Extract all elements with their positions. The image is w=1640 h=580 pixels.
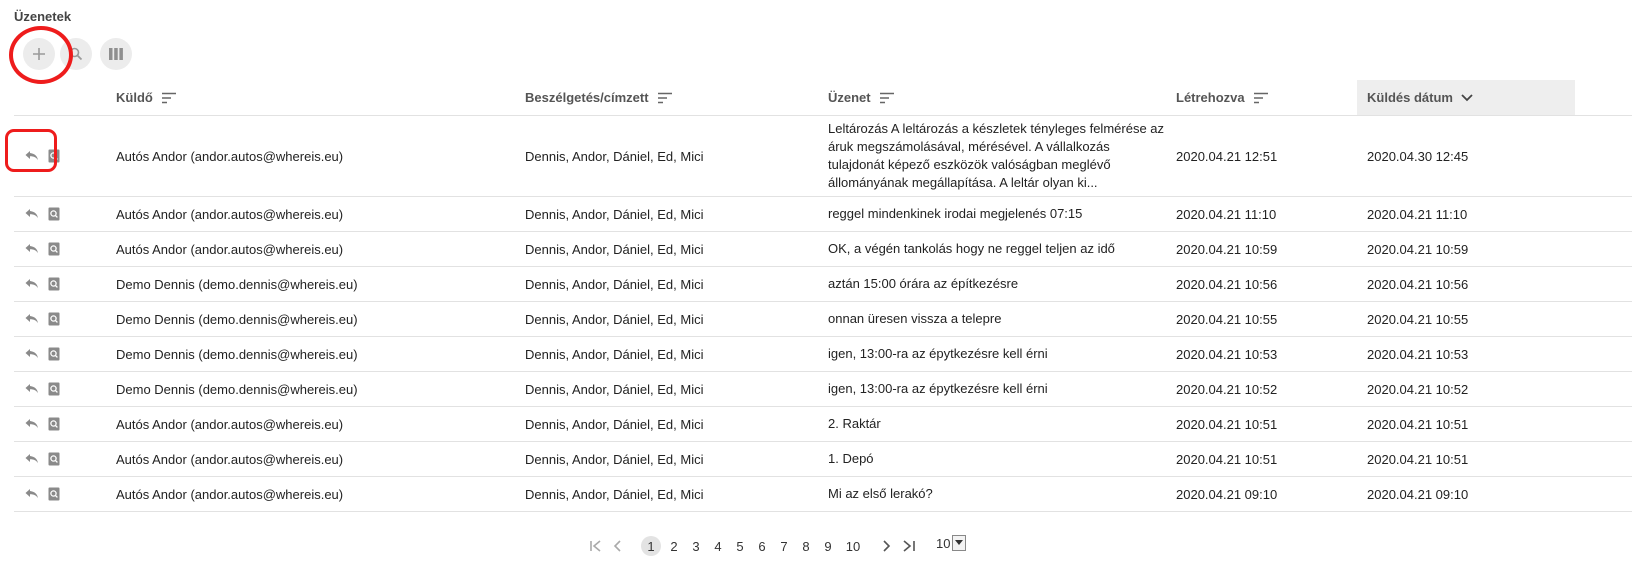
table-row[interactable]	[14, 302, 1632, 337]
plus-icon	[32, 47, 46, 61]
cell-created-text: 2020.04.21 10:53	[1176, 346, 1278, 362]
cell-sender	[116, 197, 516, 231]
sort-icon[interactable]	[879, 92, 895, 104]
cell-sent-text: 2020.04.21 10:51	[1367, 416, 1469, 432]
cell-message-text: igen, 13:00-ra az épytkezésre kell érni	[828, 381, 1048, 396]
cell-recipient-text: Dennis, Andor, Dániel, Ed, Mici	[525, 416, 704, 432]
page-button[interactable]: 9	[824, 538, 832, 554]
cell-message-text: OK, a végén tankolás hogy ne reggel teljen az idő	[828, 241, 1115, 256]
cell-created-text: 2020.04.21 12:51	[1176, 148, 1278, 164]
table-row[interactable]	[14, 442, 1632, 477]
cell-recipient-text: Dennis, Andor, Dániel, Ed, Mici	[525, 486, 704, 502]
cell-recipient-text: Dennis, Andor, Dániel, Ed, Mici	[525, 451, 704, 467]
cell-recipient-text: Dennis, Andor, Dániel, Ed, Mici	[525, 148, 704, 164]
cell-created	[1176, 267, 1356, 301]
cell-sender	[116, 477, 516, 511]
cell-recipient	[525, 267, 821, 301]
cell-sender-text: Autós Andor (andor.autos@whereis.eu)	[116, 241, 344, 257]
cell-recipient-text: Dennis, Andor, Dániel, Ed, Mici	[525, 206, 704, 222]
table-row[interactable]	[14, 116, 1632, 197]
page-button[interactable]: 7	[780, 538, 788, 554]
cell-recipient	[525, 116, 821, 196]
reply-icon[interactable]	[21, 448, 43, 470]
page-button[interactable]: 6	[758, 538, 766, 554]
reply-icon[interactable]	[21, 343, 43, 365]
cell-sent-text: 2020.04.21 10:53	[1367, 346, 1469, 362]
cell-sender	[116, 407, 516, 441]
add-button[interactable]	[23, 38, 55, 70]
reply-icon[interactable]	[21, 203, 43, 225]
cell-recipient	[525, 302, 821, 336]
cell-message-text: aztán 15:00 órára az építkezésre	[828, 276, 1019, 291]
columns-button[interactable]	[100, 38, 132, 70]
cell-recipient-text: Dennis, Andor, Dániel, Ed, Mici	[525, 241, 704, 257]
view-details-icon[interactable]	[43, 378, 65, 400]
cell-recipient	[525, 337, 821, 371]
cell-created	[1176, 116, 1356, 196]
cell-sender-text: Autós Andor (andor.autos@whereis.eu)	[116, 416, 344, 432]
cell-created	[1176, 407, 1356, 441]
cell-sent	[1367, 116, 1555, 196]
cell-created	[1176, 477, 1356, 511]
view-details-icon[interactable]	[43, 413, 65, 435]
cell-message	[828, 232, 1168, 266]
cell-sent	[1367, 372, 1555, 406]
row-actions	[21, 116, 65, 196]
cell-sent-text: 2020.04.21 10:52	[1367, 381, 1469, 397]
view-details-icon[interactable]	[43, 203, 65, 225]
cell-sent-text: 2020.04.21 10:56	[1367, 276, 1469, 292]
column-header-message[interactable]	[828, 80, 1168, 115]
table-header	[14, 80, 1632, 116]
cell-message-text: 2. Raktár	[828, 416, 881, 431]
cell-message	[828, 302, 1168, 336]
page-button[interactable]: 5	[736, 538, 744, 554]
cell-sender-text: Autós Andor (andor.autos@whereis.eu)	[116, 486, 344, 502]
cell-created-text: 2020.04.21 10:52	[1176, 381, 1278, 397]
cell-recipient-text: Dennis, Andor, Dániel, Ed, Mici	[525, 276, 704, 292]
sort-descending-icon[interactable]	[1461, 94, 1473, 102]
dropdown-arrow-icon	[952, 535, 966, 551]
cell-sender	[116, 337, 516, 371]
reply-icon[interactable]	[21, 273, 43, 295]
view-details-icon[interactable]	[43, 448, 65, 470]
cell-sender-text: Demo Dennis (demo.dennis@whereis.eu)	[116, 311, 358, 327]
table-row[interactable]	[14, 372, 1632, 407]
table-row[interactable]	[14, 197, 1632, 232]
cell-sender-text: Demo Dennis (demo.dennis@whereis.eu)	[116, 346, 358, 362]
next-page-icon[interactable]	[882, 531, 892, 561]
cell-sent	[1367, 232, 1555, 266]
cell-sent	[1367, 442, 1555, 476]
column-header-label: Üzenet	[828, 90, 871, 105]
row-actions	[21, 232, 65, 266]
cell-sender-text: Autós Andor (andor.autos@whereis.eu)	[116, 206, 344, 222]
cell-message	[828, 197, 1168, 231]
cell-created-text: 2020.04.21 10:59	[1176, 241, 1278, 257]
reply-icon[interactable]	[21, 413, 43, 435]
cell-sent	[1367, 407, 1555, 441]
cell-sender-text: Autós Andor (andor.autos@whereis.eu)	[116, 451, 344, 467]
page-size-value: 10	[936, 535, 951, 551]
cell-recipient	[525, 442, 821, 476]
cell-sent	[1367, 337, 1555, 371]
cell-sent	[1367, 477, 1555, 511]
cell-created	[1176, 442, 1356, 476]
view-details-icon[interactable]	[43, 483, 65, 505]
cell-message	[828, 442, 1168, 476]
column-header-label: Létrehozva	[1176, 90, 1245, 105]
table-row[interactable]	[14, 477, 1632, 512]
cell-created-text: 2020.04.21 10:56	[1176, 276, 1278, 292]
cell-message	[828, 407, 1168, 441]
cell-sender	[116, 442, 516, 476]
view-details-icon[interactable]	[43, 343, 65, 365]
cell-sent-text: 2020.04.21 10:51	[1367, 451, 1469, 467]
table-row[interactable]	[14, 337, 1632, 372]
cell-recipient	[525, 477, 821, 511]
reply-icon[interactable]	[21, 483, 43, 505]
cell-created-text: 2020.04.21 10:55	[1176, 311, 1278, 327]
first-page-icon[interactable]	[589, 531, 603, 561]
table-row[interactable]	[14, 267, 1632, 302]
cell-created-text: 2020.04.21 10:51	[1176, 451, 1278, 467]
cell-recipient	[525, 372, 821, 406]
cell-message	[828, 337, 1168, 371]
cell-created-text: 2020.04.21 09:10	[1176, 486, 1278, 502]
cell-sent	[1367, 267, 1555, 301]
reply-icon[interactable]	[21, 378, 43, 400]
sort-icon[interactable]	[657, 92, 673, 104]
cell-recipient	[525, 197, 821, 231]
page-button[interactable]: 8	[802, 538, 810, 554]
cell-message-text: Leltározás A leltározás a készletek tényleges felmérése az áruk megszámolásával, mérésével. A vállalkozás tulajdonát képező eszközök valóságban meglévő állományának megállapítása. A leltár olyan ki...	[828, 121, 1165, 190]
column-header-label: Beszélgetés/címzett	[525, 90, 649, 105]
last-page-icon[interactable]	[902, 531, 916, 561]
cell-sender-text: Autós Andor (andor.autos@whereis.eu)	[116, 148, 344, 164]
row-actions	[21, 477, 65, 511]
sort-icon[interactable]	[1253, 92, 1269, 104]
cell-created	[1176, 232, 1356, 266]
cell-sender	[116, 267, 516, 301]
toolbar	[10, 28, 160, 86]
cell-message-text: reggel mindenkinek irodai megjelenés 07:15	[828, 206, 1083, 221]
page-button[interactable]: 10	[845, 538, 861, 554]
reply-icon[interactable]	[21, 308, 43, 330]
column-header-recipient[interactable]	[525, 80, 821, 115]
cell-sent-text: 2020.04.21 10:55	[1367, 311, 1469, 327]
cell-recipient	[525, 232, 821, 266]
row-actions	[21, 267, 65, 301]
page-title: Üzenetek	[14, 9, 72, 24]
search-icon	[69, 47, 83, 61]
cell-sent-text: 2020.04.21 10:59	[1367, 241, 1469, 257]
view-details-icon[interactable]	[43, 145, 65, 167]
row-actions	[21, 407, 65, 441]
cell-sender	[116, 116, 516, 196]
cell-created	[1176, 372, 1356, 406]
cell-recipient	[525, 407, 821, 441]
cell-message	[828, 116, 1168, 196]
sort-icon[interactable]	[161, 92, 177, 104]
table-row[interactable]	[14, 407, 1632, 442]
cell-recipient-text: Dennis, Andor, Dániel, Ed, Mici	[525, 381, 704, 397]
column-header-created[interactable]	[1176, 80, 1356, 115]
column-header-sent[interactable]	[1357, 80, 1575, 115]
page-button[interactable]: 4	[714, 538, 722, 554]
cell-sent-text: 2020.04.21 09:10	[1367, 486, 1469, 502]
cell-sender	[116, 232, 516, 266]
page-size-select[interactable]	[936, 535, 966, 551]
cell-message	[828, 267, 1168, 301]
columns-icon	[109, 48, 123, 60]
cell-created-text: 2020.04.21 10:51	[1176, 416, 1278, 432]
cell-sender-text: Demo Dennis (demo.dennis@whereis.eu)	[116, 276, 358, 292]
prev-page-icon[interactable]	[612, 531, 622, 561]
messages-table	[14, 80, 1632, 512]
cell-created	[1176, 302, 1356, 336]
page-button[interactable]: 2	[670, 538, 678, 554]
view-details-icon[interactable]	[43, 273, 65, 295]
view-details-icon[interactable]	[43, 238, 65, 260]
cell-sent	[1367, 197, 1555, 231]
view-details-icon[interactable]	[43, 308, 65, 330]
cell-created	[1176, 337, 1356, 371]
page-button[interactable]: 3	[692, 538, 700, 554]
cell-sender	[116, 372, 516, 406]
cell-sender	[116, 302, 516, 336]
cell-message	[828, 477, 1168, 511]
reply-icon[interactable]	[21, 145, 43, 167]
row-actions	[21, 337, 65, 371]
cell-message	[828, 372, 1168, 406]
column-header-label: Küldő	[116, 90, 153, 105]
cell-message-text: igen, 13:00-ra az épytkezésre kell érni	[828, 346, 1048, 361]
pagination	[0, 531, 1640, 561]
cell-created-text: 2020.04.21 11:10	[1176, 206, 1277, 222]
cell-message-text: 1. Depó	[828, 451, 874, 466]
page-button-current[interactable]: 1	[641, 536, 661, 556]
cell-sent	[1367, 302, 1555, 336]
cell-created	[1176, 197, 1356, 231]
cell-sent-text: 2020.04.21 11:10	[1367, 206, 1468, 222]
column-header-label: Küldés dátum	[1367, 90, 1453, 105]
row-actions	[21, 372, 65, 406]
column-header-sender[interactable]	[116, 80, 516, 115]
row-actions	[21, 302, 65, 336]
cell-sender-text: Demo Dennis (demo.dennis@whereis.eu)	[116, 381, 358, 397]
table-row[interactable]	[14, 232, 1632, 267]
search-button[interactable]	[60, 38, 92, 70]
cell-message-text: Mi az első lerakó?	[828, 486, 933, 501]
row-actions	[21, 442, 65, 476]
reply-icon[interactable]	[21, 238, 43, 260]
cell-recipient-text: Dennis, Andor, Dániel, Ed, Mici	[525, 311, 704, 327]
cell-message-text: onnan üresen vissza a telepre	[828, 311, 1002, 326]
row-actions	[21, 197, 65, 231]
table-body	[14, 116, 1632, 512]
cell-recipient-text: Dennis, Andor, Dániel, Ed, Mici	[525, 346, 704, 362]
cell-sent-text: 2020.04.30 12:45	[1367, 148, 1469, 164]
